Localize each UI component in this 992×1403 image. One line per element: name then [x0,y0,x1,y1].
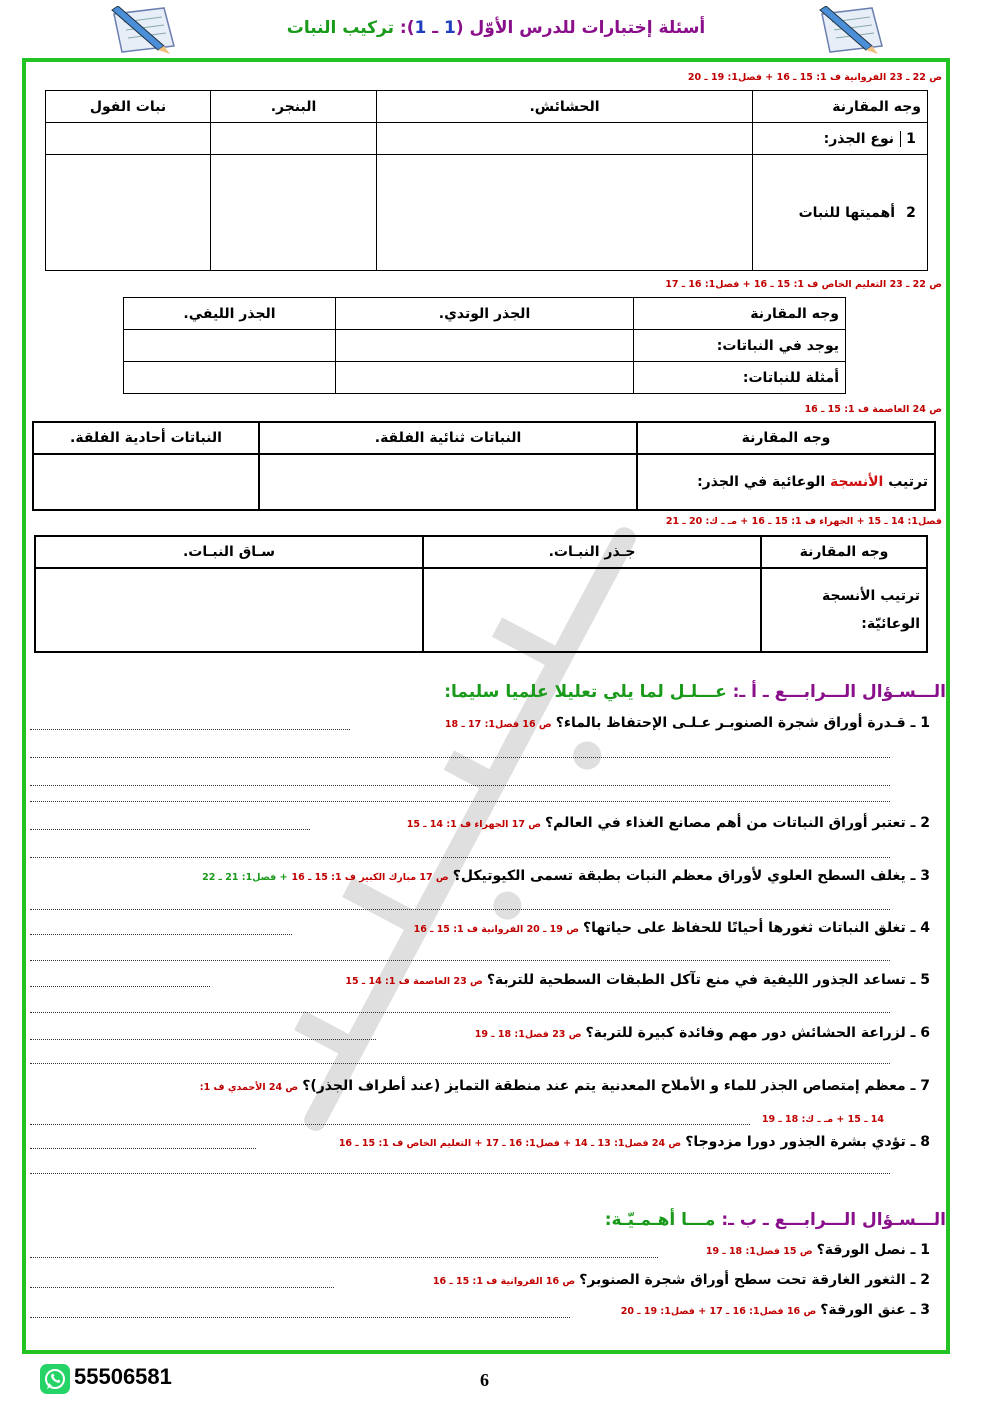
row-label: أمثلة للنباتات: [634,362,846,394]
answer-cell[interactable] [46,123,211,155]
table2-ref: ص 22 ـ 23 التعليم الخاص ف 1: 15 ـ 16 + فصل1: 16 ـ 17 [665,279,942,290]
comparison-table-3 [32,421,936,511]
answer-line[interactable] [30,908,890,910]
table-header: الحشائش. [377,91,753,123]
row-label: ترتيب الأنسجة الوعائية في الجذر: [637,454,935,510]
question-item: 8 ـ تؤدي بشرة الجذور دورا مزدوجا؟ص 24 فصل1: 13 ـ 14 + فصل1: 16 ـ 17 + التعليم الخاص ف 1: 15 ـ 16 [338,1134,930,1150]
question-item: 5 ـ تساعد الجذور الليفية في منع تآكل الطبقات السطحية للتربة؟ص 23 العاصمة ف 1: 14 ـ 15 [345,972,930,988]
answer-line[interactable] [30,784,890,786]
page-number: 6 [480,1370,489,1390]
row-number: 2 [906,204,916,221]
answer-line[interactable] [30,856,890,858]
answer-cell[interactable] [423,568,761,652]
answer-cell[interactable] [211,155,377,271]
answer-line[interactable] [30,1123,750,1125]
answer-line[interactable] [30,1147,256,1149]
row-label [753,155,928,271]
table4-ref: فصل1: 14 ـ 15 + الجهراء ف 1: 15 ـ 16 + مـ ـ ك: 20 ـ 21 [665,516,942,527]
table-header: البنجر. [211,91,377,123]
question-item: 3 ـ يغلف السطح العلوي لأوراق معظم النبات بطبقة تسمى الكيوتيكل؟ص 17 مبارك الكبير ف 1: 15 ـ 16+ فصل1: 21 ـ 22 [202,868,930,884]
table-header: وجه المقارنة [761,536,927,568]
answer-line[interactable] [30,1286,334,1288]
question-item: 3 ـ عنق الورقة؟ص 16 فصل1: 16 ـ 17 + فصل1: 19 ـ 20 [620,1302,930,1318]
answer-cell[interactable] [377,155,753,271]
section-a-title: الـــسـؤال الـــرابـــع ـ أ ـ: عـــلـل لما يلي تعليلا علميا سليما: [444,682,946,702]
row-label [753,123,928,155]
table-header: الجذر الليفي. [124,298,336,330]
question-item: 7 ـ معظم إمتصاص الجذر للماء و الأملاح المعدنية يتم عند منطقة التمايز (عند أطراف الجذر)؟ص 24 الأحمدي ف 1: [199,1078,930,1094]
answer-line[interactable] [30,756,890,758]
page-header [0,6,992,50]
page-title: أسئلة إختبارات للدرس الأوّل (1 ـ 1): تركيب النبات [286,18,706,38]
answer-line[interactable] [30,959,890,961]
table-header: النباتات ثنائية الفلقة. [259,422,637,454]
question-item: 1 ـ نصل الورقة؟ص 15 فصل1: 18 ـ 19 [705,1242,930,1258]
table-header: وجه المقارنة [637,422,935,454]
comparison-table-2 [123,297,846,394]
answer-cell[interactable] [33,454,259,510]
question-ref-continued: 14 ـ 15 + مـ ـ ك: 18 ـ 19 [761,1114,884,1125]
answer-cell[interactable] [259,454,637,510]
answer-line[interactable] [30,1011,890,1013]
row-label-text: نوع الجذر: [823,130,894,147]
answer-line[interactable] [30,728,350,730]
table-header: النباتات أحادية الفلقة. [33,422,259,454]
answer-cell[interactable] [124,330,336,362]
whatsapp-icon [40,1364,70,1394]
answer-line[interactable] [30,1316,570,1318]
answer-line[interactable] [30,1172,890,1174]
comparison-table-4 [34,535,928,653]
table-header: وجه المقارنة [753,91,928,123]
answer-line[interactable] [30,800,890,802]
table-header: نبات الفول [46,91,211,123]
answer-cell[interactable] [336,330,634,362]
row-number: 1 [900,131,921,147]
question-item: 2 ـ تعتبر أوراق النباتات من أهم مصانع الغذاء في العالم؟ص 17 الجهراء ف 1: 14 ـ 15 [406,815,930,831]
section-b-title: الـــسـؤال الـــرابـــع ـ ب ـ: مـــا أهـمـيّـة: [604,1210,946,1230]
answer-cell[interactable] [35,568,423,652]
comparison-table-1 [45,90,928,271]
answer-line[interactable] [30,1256,658,1258]
question-item: 2 ـ الثغور الغارقة تحت سطح أوراق شجرة الصنوبر؟ص 16 الفروانية ف 1: 15 ـ 16 [432,1272,930,1288]
table-header: سـاق النبـات. [35,536,423,568]
answer-cell[interactable] [124,362,336,394]
answer-line[interactable] [30,933,292,935]
row-label-text: أهميتها للنبات [798,204,895,221]
contact-phone: 55506581 [74,1364,172,1389]
question-item: 4 ـ تغلق النباتات ثغورها أحيانًا للحفاظ على حياتها؟ص 19 ـ 20 الفروانية ف 1: 15 ـ 16 [413,920,930,936]
table-header: الجذر الوتدي. [336,298,634,330]
answer-cell[interactable] [377,123,753,155]
row-label: يوجد في النباتات: [634,330,846,362]
answer-line[interactable] [30,985,210,987]
answer-line[interactable] [30,1062,890,1064]
row-label: ترتيب الأنسجة الوعائيّة: [761,568,927,652]
answer-cell[interactable] [46,155,211,271]
answer-line[interactable] [30,1038,376,1040]
question-item: 1 ـ قـدرة أوراق شجرة الصنوبـر عـلـى الإحتفاظ بالماء؟ص 16 فصل1: 17 ـ 18 [444,715,930,731]
answer-cell[interactable] [336,362,634,394]
table-header: وجه المقارنة [634,298,846,330]
table3-ref: ص 24 العاصمة ف 1: 15 ـ 16 [804,404,942,415]
answer-line[interactable] [30,828,310,830]
pencil-paper-icon [812,6,892,54]
table-header: جـذر النبـات. [423,536,761,568]
answer-cell[interactable] [211,123,377,155]
pencil-paper-icon [104,6,184,54]
table1-ref: ص 22 ـ 23 الفروانية ف 1: 15 ـ 16 + فصل1: 19 ـ 20 [687,72,942,83]
question-item: 6 ـ لزراعة الحشائش دور مهم وفائدة كبيرة للتربة؟ص 23 فصل1: 18 ـ 19 [474,1025,930,1041]
